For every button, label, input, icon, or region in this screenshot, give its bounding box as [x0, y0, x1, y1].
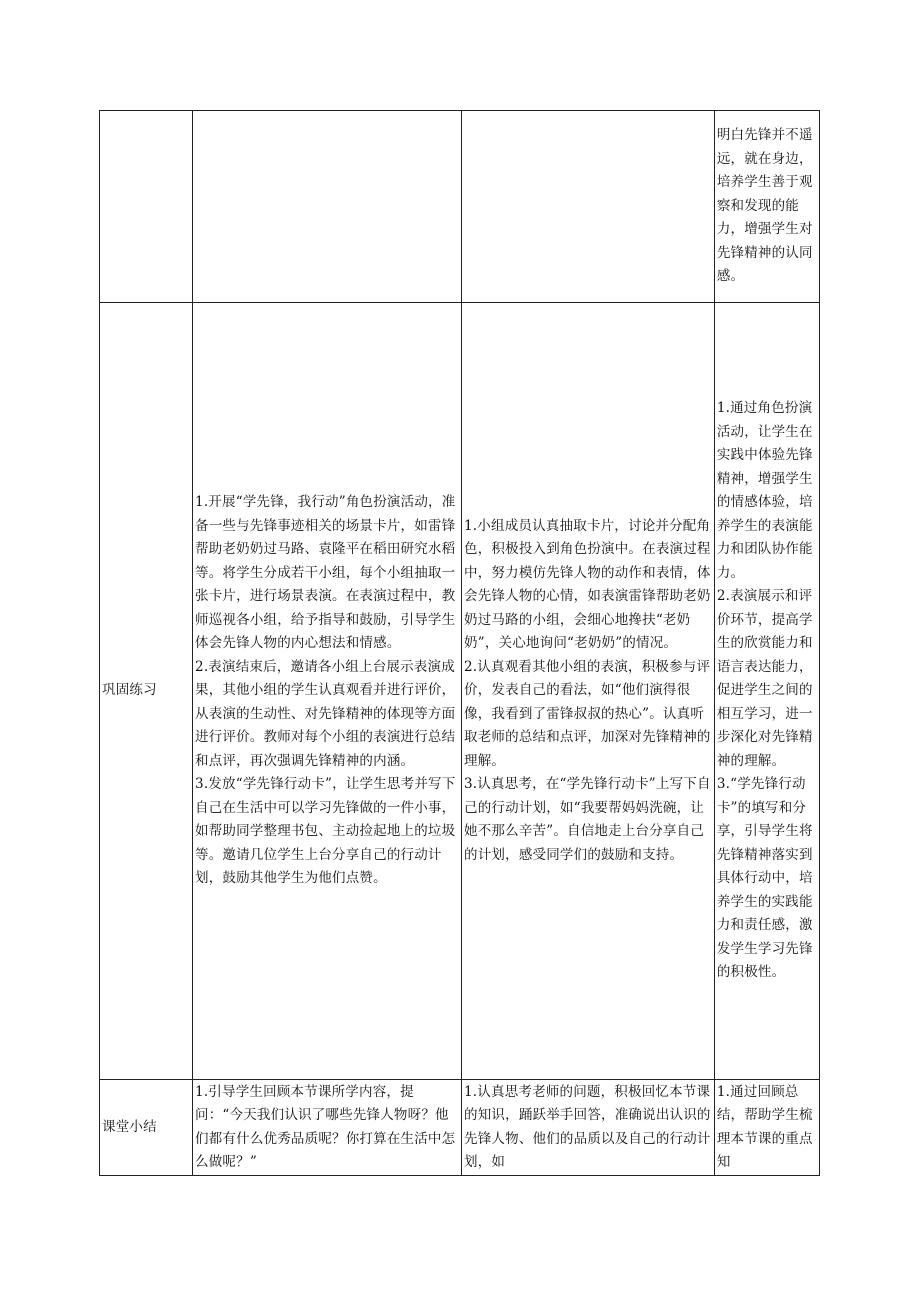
- row-label: [100, 111, 193, 303]
- row-label: 课堂小结: [100, 1080, 193, 1176]
- student-activity-cell: [462, 111, 715, 303]
- table-row: [100, 303, 820, 1080]
- teacher-activity-cell: 1.引导学生回顾本节课所学内容，提问：“今天我们认识了哪些先锋人物呀？他们都有什么优秀品质呢？你打算在生活中怎么做呢？”: [193, 1080, 462, 1176]
- teacher-activity-cell: [193, 111, 462, 303]
- lesson-plan-table: [99, 110, 820, 1176]
- design-intent-cell: 1.通过角色扮演活动，让学生在实践中体验先锋精神，增强学生的情感体验，培养学生的表演能力和团队协作能力。 2.表演展示和评价环节，提高学生的欣赏能力和语言表达能力，促进学生之间的相互学习，进一步深化对先锋精神的理解。 3.“学先锋行动卡”的填写和分享，引导学生将先锋精神落实到具体行动中，培养学生的实践能力和责任感，激发学生学习先锋的积极性。: [714, 303, 819, 1080]
- design-intent-cell: 1.通过回顾总结，帮助学生梳理本节课的重点知: [714, 1080, 819, 1176]
- table-row: [100, 111, 820, 303]
- student-activity-cell: 1.小组成员认真抽取卡片，讨论并分配角色，积极投入到角色扮演中。在表演过程中，努力模仿先锋人物的动作和表情，体会先锋人物的心情，如表演雷锋帮助老奶奶过马路的小组，会细心地搀扶“老奶奶”，关心地询问“老奶奶”的情况。 2.认真观看其他小组的表演，积极参与评价，发表自己的看法，如“他们演得很像，我看到了雷锋叔叔的热心”。认真听取老师的总结和点评，加深对先锋精神的理解。 3.认真思考，在“学先锋行动卡”上写下自己的行动计划，如“我要帮妈妈洗碗，让她不那么辛苦”。自信地走上台分享自己的计划，感受同学们的鼓励和支持。: [462, 303, 715, 1080]
- student-activity-cell: 1.认真思考老师的问题，积极回忆本节课的知识，踊跃举手回答，准确说出认识的先锋人物、他们的品质以及自己的行动计划，如: [462, 1080, 715, 1176]
- teacher-activity-cell: 1.开展“学先锋，我行动”角色扮演活动，准备一些与先锋事迹相关的场景卡片，如雷锋帮助老奶奶过马路、袁隆平在稻田研究水稻等。将学生分成若干小组，每个小组抽取一张卡片，进行场景表演。在表演过程中，教师巡视各小组，给予指导和鼓励，引导学生体会先锋人物的内心想法和情感。 2.表演结束后，邀请各小组上台展示表演成果，其他小组的学生认真观看并进行评价，从表演的生动性、对先锋精神的体现等方面进行评价。教师对每个小组的表演进行总结和点评，再次强调先锋精神的内涵。 3.发放“学先锋行动卡”，让学生思考并写下自己在生活中可以学习先锋做的一件小事，如帮助同学整理书包、主动捡起地上的垃圾等。邀请几位学生上台分享自己的行动计划，鼓励其他学生为他们点赞。: [193, 303, 462, 1080]
- table-row: [100, 1080, 820, 1176]
- row-label: 巩固练习: [100, 303, 193, 1080]
- design-intent-cell: 明白先锋并不遥远，就在身边，培养学生善于观察和发现的能力，增强学生对先锋精神的认同感。: [714, 111, 819, 303]
